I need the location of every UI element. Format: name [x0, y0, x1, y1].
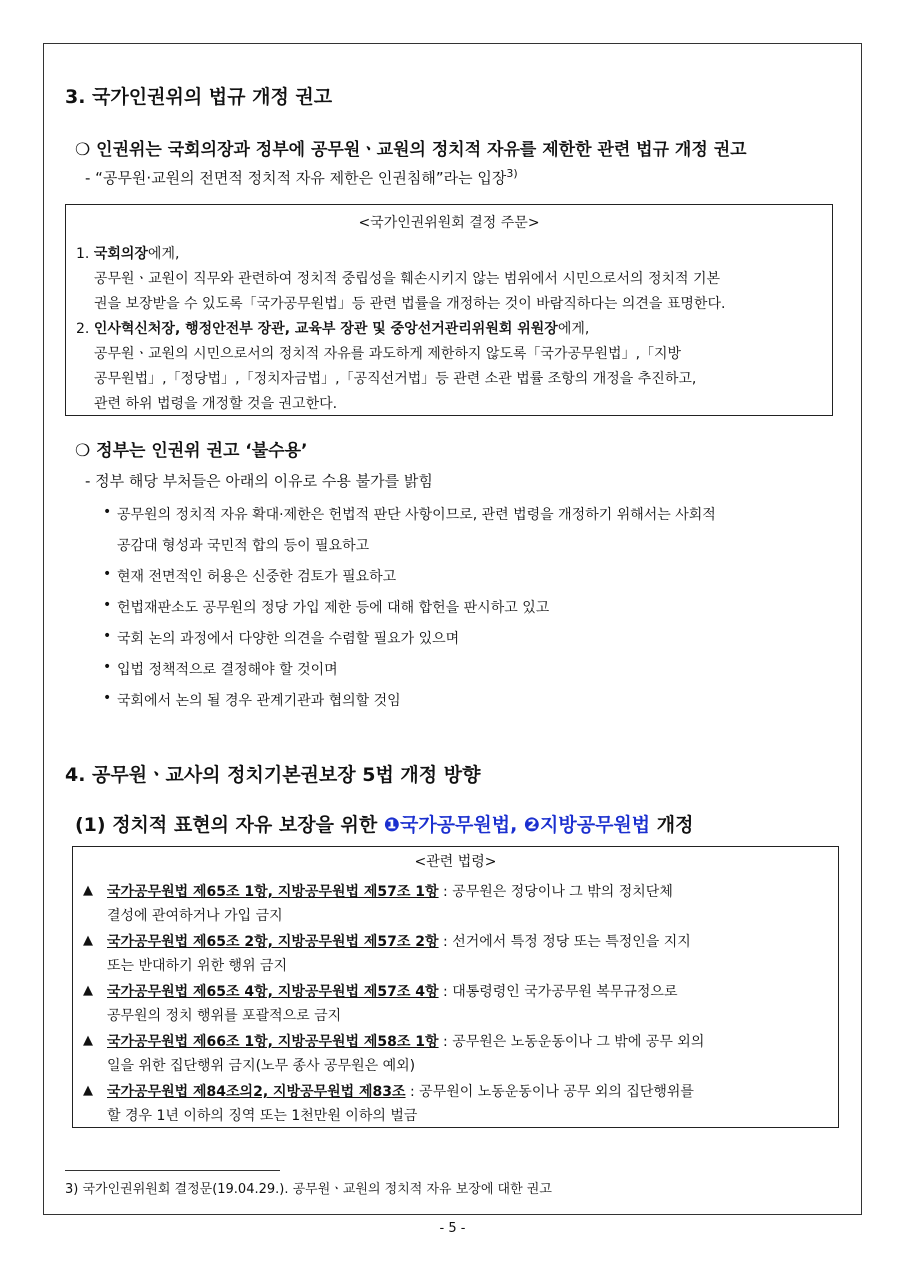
- law-item: [107, 1031, 704, 1051]
- law-item: [107, 1081, 694, 1101]
- item-bold: 국회의장: [93, 246, 148, 262]
- footnote-ref[interactable]: 3): [506, 167, 518, 180]
- bullet-dot-icon: •: [103, 659, 112, 675]
- bullet-dot-icon: •: [103, 566, 112, 582]
- dash-text: - “공무원·교원의 전면적 정치적 자유 제한은 인권침해”라는 입장: [85, 169, 507, 187]
- decision-box-title: <국가인권위원회 결정 주문>: [358, 215, 540, 231]
- decision-item-1-head: [76, 243, 179, 263]
- subheading-prefix: (1) 정치적 표현의 자유 보장을 위한: [75, 814, 384, 836]
- item-rest: 에게,: [557, 321, 590, 337]
- reason-item: 공무원의 정치적 자유 확대·제한은 헌법적 판단 사항이므로, 관련 법령을 개정하기 위해서는 사회적: [117, 507, 716, 523]
- law-reference: 국가공무원법 제65조 2항, 지방공무원법 제57조 2항: [107, 934, 439, 950]
- item-number: 2.: [76, 321, 90, 337]
- law-text: : 공무원이 노동운동이나 공무 외의 집단행위를: [405, 1084, 694, 1100]
- triangle-icon: ▲: [83, 1033, 93, 1048]
- item-rest: 에게,: [147, 246, 180, 262]
- bullet-dot-icon: •: [103, 690, 112, 706]
- section-3-bullet-recommendation: ❍ 인권위는 국회의장과 정부에 공무원ㆍ교원의 정치적 자유를 제한한 관련 법규 개정 권고: [75, 140, 747, 160]
- subheading-suffix: 개정: [650, 814, 694, 836]
- decision-item-2-line-4: 관련 하위 법령을 개정할 것을 권고한다.: [94, 396, 338, 412]
- footnote: 3) 국가인권위원회 결정문(19.04.29.). 공무원ㆍ교원의 정치적 자유 보장에 대한 권고: [65, 1182, 552, 1197]
- bullet-dot-icon: •: [103, 504, 112, 520]
- law-text: : 선거에서 특정 정당 또는 특정인을 지지: [438, 934, 691, 950]
- section-3-dash-reasons: - 정부 해당 부처들은 아래의 이유로 수용 불가를 밝힘: [85, 472, 433, 490]
- law-reference: 국가공무원법 제66조 1항, 지방공무원법 제58조 1항: [107, 1034, 439, 1050]
- law-text: : 공무원은 노동운동이나 그 밖에 공무 외의: [438, 1034, 705, 1050]
- reason-item: 국회 논의 과정에서 다양한 의견을 수렴할 필요가 있으며: [117, 631, 460, 647]
- section-3-dash-position: [85, 167, 518, 188]
- decision-box: [65, 204, 833, 416]
- law-item: [107, 931, 691, 951]
- section-4-subheading: [75, 810, 693, 837]
- law-item-line-2: 공무원의 정치 행위를 포괄적으로 금지: [107, 1008, 342, 1024]
- law-text: : 공무원은 정당이나 그 밖의 정치단체: [438, 884, 673, 900]
- item-bold: 인사혁신처장, 행정안전부 장관, 교육부 장관 및 중앙선거관리위원회 위원장: [93, 321, 558, 337]
- bullet-dot-icon: •: [103, 628, 112, 644]
- page-number: - 5 -: [439, 1221, 466, 1236]
- law-item: [107, 981, 677, 1001]
- decision-item-2-line-3: 공무원법」,「정당법」,「정치자금법」,「공직선거법」등 관련 소관 법률 조항의 개정을 추진하고,: [94, 371, 697, 387]
- section-3-bullet-rejection: ❍ 정부는 인권위 권고 ‘불수용’: [75, 441, 308, 461]
- law-item-line-2: 일을 위한 집단행위 금지(노무 종사 공무원은 예외): [107, 1058, 416, 1074]
- law-reference: 국가공무원법 제84조의2, 지방공무원법 제83조: [107, 1084, 406, 1100]
- law-item-line-2: 할 경우 1년 이하의 징역 또는 1천만원 이하의 벌금: [107, 1108, 418, 1124]
- decision-item-1-line-3: 권을 보장받을 수 있도록「국가공무원법」등 관련 법률을 개정하는 것이 바람직하다는 의견을 표명한다.: [94, 296, 726, 312]
- subheading-laws: ❶국가공무원법, ❷지방공무원법: [383, 814, 651, 836]
- item-number: 1.: [76, 246, 90, 262]
- reason-item: 입법 정책적으로 결정해야 할 것이며: [117, 662, 338, 678]
- law-reference: 국가공무원법 제65조 4항, 지방공무원법 제57조 4항: [107, 984, 439, 1000]
- triangle-icon: ▲: [83, 1083, 93, 1098]
- bullet-dot-icon: •: [103, 597, 112, 613]
- triangle-icon: ▲: [83, 933, 93, 948]
- section-3-heading: 3. 국가인권위의 법규 개정 권고: [65, 86, 333, 108]
- related-laws-title: <관련 법령>: [414, 854, 497, 870]
- law-item-line-2: 결성에 관여하거나 가입 금지: [107, 908, 283, 924]
- triangle-icon: ▲: [83, 983, 93, 998]
- reason-item-continued: 공감대 형성과 국민적 합의 등이 필요하고: [117, 538, 370, 554]
- reason-item: 헌법재판소도 공무원의 정당 가입 제한 등에 대해 합헌을 판시하고 있고: [117, 600, 550, 616]
- law-item-line-2: 또는 반대하기 위한 행위 금지: [107, 958, 288, 974]
- reason-item: 현재 전면적인 허용은 신중한 검토가 필요하고: [117, 569, 397, 585]
- reason-item: 국회에서 논의 될 경우 관계기관과 협의할 것임: [117, 693, 401, 709]
- triangle-icon: ▲: [83, 883, 93, 898]
- decision-item-2-head: [76, 318, 589, 338]
- law-item: [107, 881, 673, 901]
- section-4-heading: 4. 공무원ㆍ교사의 정치기본권보장 5법 개정 방향: [65, 764, 481, 786]
- related-laws-box: [72, 846, 839, 1128]
- decision-item-1-line-2: 공무원ㆍ교원이 직무와 관련하여 정치적 중립성을 훼손시키지 않는 범위에서 시민으로서의 정치적 기본: [94, 271, 721, 287]
- law-text: : 대통령령인 국가공무원 복무규정으로: [438, 984, 678, 1000]
- footnote-divider: [65, 1170, 280, 1171]
- law-reference: 국가공무원법 제65조 1항, 지방공무원법 제57조 1항: [107, 884, 439, 900]
- decision-item-2-line-2: 공무원ㆍ교원의 시민으로서의 정치적 자유를 과도하게 제한하지 않도록「국가공무원법」,「지방: [94, 346, 682, 362]
